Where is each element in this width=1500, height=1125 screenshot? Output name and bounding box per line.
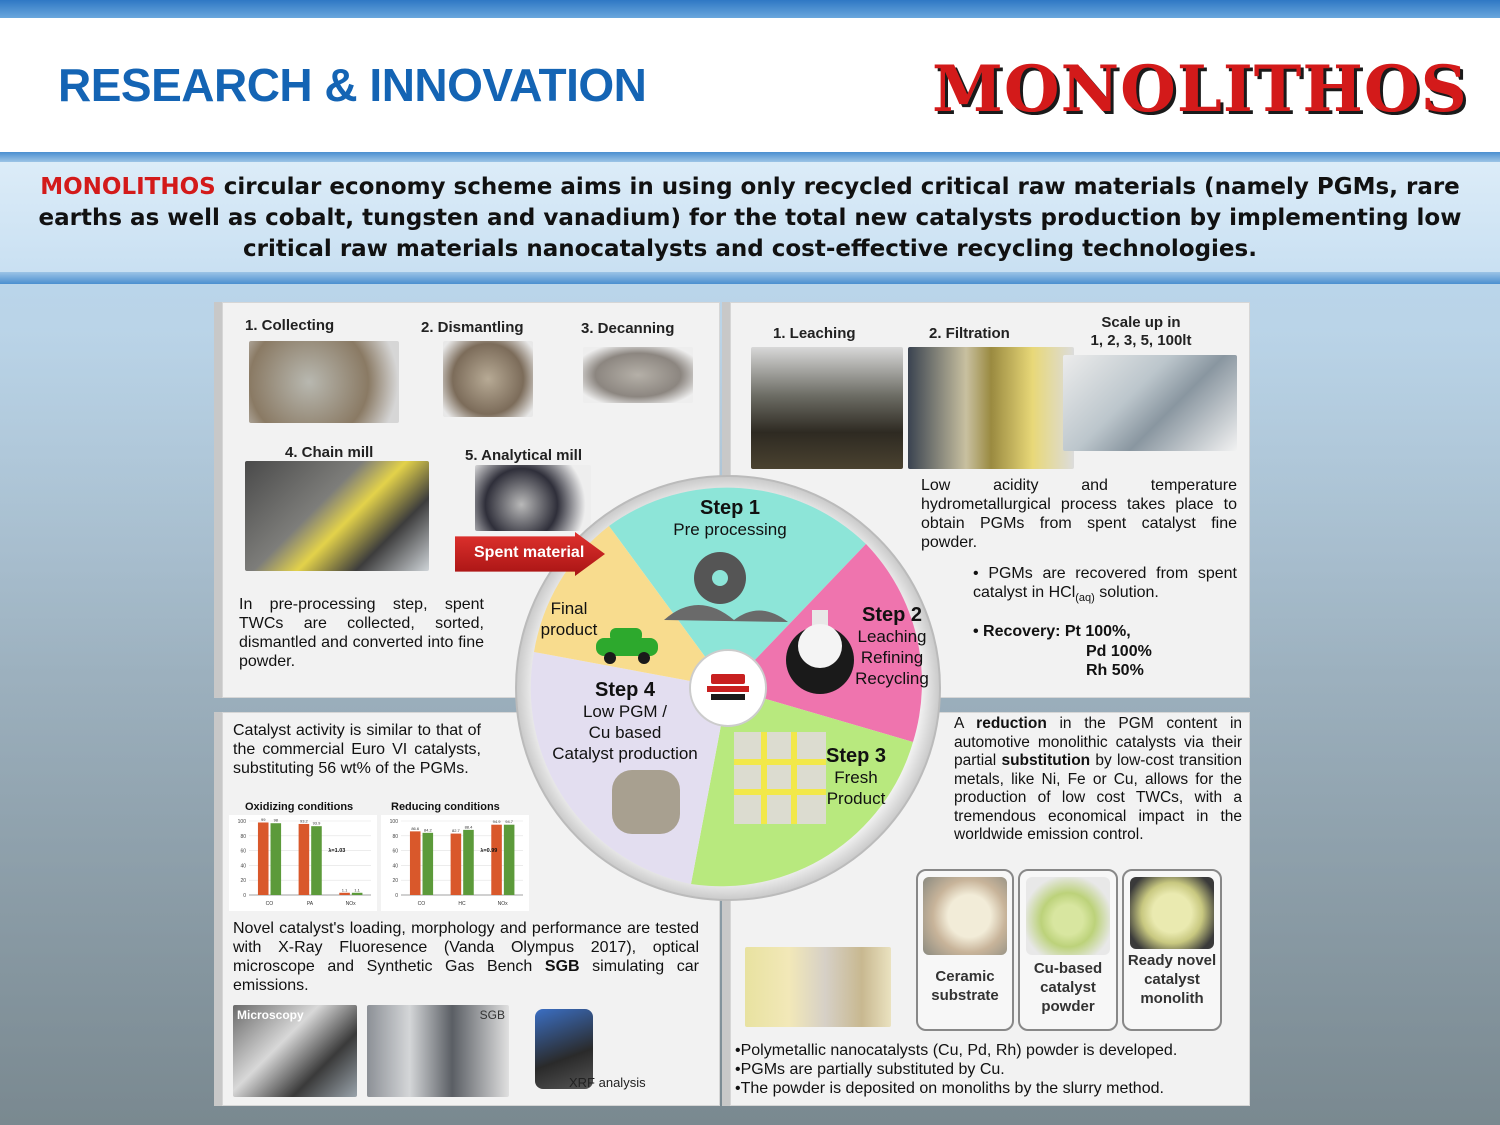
label-collecting: 1. Collecting xyxy=(245,317,335,334)
data-label: 98 xyxy=(273,817,279,823)
reduction-text xyxy=(954,715,1242,845)
bullet-sub: (aq) xyxy=(1075,592,1095,605)
reduction-b1: reduction xyxy=(976,715,1047,732)
y-tick-label: 80 xyxy=(240,833,246,840)
leaching-bullet-1: • PGMs are recovered from spent catalyst in HCl$_{(aq)}$ solution. xyxy=(973,565,1238,605)
header xyxy=(0,18,1500,152)
testing-text-2 xyxy=(233,919,699,995)
ceramic-label: Ceramic substrate xyxy=(931,968,999,1004)
y-tick-label: 40 xyxy=(240,863,246,870)
reduction-t2: in the PGM content in automotive monolithic catalysts via their partial xyxy=(954,715,1243,769)
step3-l2: Product xyxy=(826,789,886,808)
data-label: 1.1 xyxy=(341,887,348,893)
divider xyxy=(0,152,1500,162)
intro-text xyxy=(0,162,1500,272)
testing-body: Novel catalyst's loading, morphology and performance are tested with X-Ray Fluoresence (Vanda Olympus 2017), optical microscope and Synthetic Gas Bench xyxy=(233,920,699,975)
bar xyxy=(271,823,282,895)
step2-title: Step 2 xyxy=(861,604,923,626)
step3-l1: Fresh xyxy=(834,768,878,787)
step4-label xyxy=(530,680,720,764)
chain-mill-photo xyxy=(245,461,429,571)
microscopy-label: Microscopy xyxy=(237,1008,304,1022)
bottom-bullet-3: •The powder is deposited on monoliths by the slurry method. xyxy=(735,1080,1164,1097)
bottom-bullet-2: •PGMs are partially substituted by Cu. xyxy=(735,1061,1005,1078)
bullet-text-end: solution. xyxy=(1099,584,1159,601)
spent-material-label: Spent material xyxy=(474,544,585,561)
y-tick-label: 60 xyxy=(392,848,398,855)
testing-text: Catalyst activity is similar to that of the commercial Euro VI catalysts, substituting 56 wt% of the PGMs. xyxy=(233,722,481,777)
step2-label xyxy=(838,605,946,689)
reduction-t1: A xyxy=(954,715,977,732)
step3-label xyxy=(808,746,904,809)
sgb-bold: SGB xyxy=(544,958,580,975)
y-tick-label: 100 xyxy=(237,819,246,825)
decanning-photo xyxy=(583,347,693,403)
chart-title-reducing: Reducing conditions xyxy=(391,801,500,813)
leaching-text: Low acidity and temperature hydrometallurgical process takes place to obtain PGMs from spent catalyst fine powder. xyxy=(921,477,1237,551)
sgb-photo xyxy=(367,1005,509,1097)
bar xyxy=(451,834,462,895)
x-tick-label: CO xyxy=(417,901,426,907)
preprocessing-text: In pre-processing step, spent TWCs are collected, sorted, dismantled and converted into fine powder. xyxy=(239,596,484,670)
bar xyxy=(410,831,421,895)
label-filtration: 2. Filtration xyxy=(929,325,1010,342)
y-tick-label: 60 xyxy=(240,848,246,855)
step4-title: Step 4 xyxy=(594,679,656,701)
divider xyxy=(0,272,1500,284)
monolithos-logo: MONOLITHOS xyxy=(932,52,1468,127)
reduction-b2: substitution xyxy=(1001,752,1091,769)
data-label: 93.2 xyxy=(300,818,308,824)
top-bar xyxy=(0,0,1500,18)
final-l1: Final xyxy=(550,599,588,618)
cu-powder-label: Cu-based catalyst powder xyxy=(1033,960,1103,1015)
oxidizing-chart xyxy=(229,815,377,911)
data-label: 88.4 xyxy=(464,824,473,830)
powders-photo xyxy=(745,947,891,1027)
step4-l3: Catalyst production xyxy=(552,744,698,763)
data-label: 93.9 xyxy=(312,820,321,826)
data-label: 82.7 xyxy=(452,828,460,834)
label-scale-volumes: 1, 2, 3, 5, 100lt xyxy=(1090,332,1192,349)
dismantling-photo xyxy=(443,341,533,417)
intro-brand: MONOLITHOS xyxy=(40,174,216,200)
bar xyxy=(423,833,434,895)
data-label: 99 xyxy=(261,816,266,822)
page-title: RESEARCH & INNOVATION xyxy=(58,59,647,111)
data-label: 94.9 xyxy=(492,819,501,825)
recovery-line: • Recovery: Pt 100%, xyxy=(973,623,1131,640)
y-tick-label: 20 xyxy=(240,878,246,885)
y-tick-label: 0 xyxy=(243,893,246,899)
bullet-text: PGMs are recovered from spent catalyst in HCl xyxy=(973,565,1238,601)
data-label: 94.7 xyxy=(505,819,514,825)
label-chain-mill: 4. Chain mill xyxy=(285,444,374,461)
scale-up-photo xyxy=(1063,355,1237,451)
reduction-t3: by low-cost transition metals, like Ni, Fe or Cu, allows for the production of low cost TWCs, with a tremendous economical impact in the worldwide emission control. xyxy=(954,752,1242,843)
intro-body: circular economy scheme aims in using only recycled critical raw materials (namely PGMs, rare earths as well as cobalt, tungsten and vanadium) for the total new catalysts production by implementing low critical raw materials nanocatalysts and cost-effective recycling technologies. xyxy=(38,174,1462,262)
step2-l2: Refining xyxy=(860,648,924,667)
step2-l3: Recycling xyxy=(855,669,929,688)
final-l2: product xyxy=(540,620,598,639)
label-leaching: 1. Leaching xyxy=(773,325,856,342)
bar xyxy=(311,826,322,895)
cu-powder-photo xyxy=(1026,877,1110,955)
microscopy-photo xyxy=(233,1005,357,1097)
bottom-bullet-1: •Polymetallic nanocatalysts (Cu, Pd, Rh) powder is developed. xyxy=(735,1042,1178,1059)
step1-sub: Pre processing xyxy=(673,520,787,539)
recovery-rh: Rh 50% xyxy=(1086,662,1144,679)
step1-label xyxy=(650,498,810,540)
bar xyxy=(339,893,350,895)
chart-title-oxidizing: Oxidizing conditions xyxy=(245,801,354,813)
bar xyxy=(352,893,363,895)
step4-l2: Cu based xyxy=(588,723,662,742)
label-analytical-mill: 5. Analytical mill xyxy=(465,447,582,464)
y-tick-label: 80 xyxy=(392,833,398,840)
final-product-label xyxy=(528,598,610,640)
y-tick-label: 40 xyxy=(392,863,398,870)
label-dismantling: 2. Dismantling xyxy=(421,319,524,336)
testing-body-end: simulating car emissions. xyxy=(233,958,700,994)
recovery-pd: Pd 100% xyxy=(1086,643,1152,660)
data-label: 84.2 xyxy=(423,827,432,833)
mill-blade-icon xyxy=(694,552,746,604)
card-ready-monolith xyxy=(1122,869,1222,1031)
label-scale-up: Scale up in xyxy=(1101,314,1181,331)
y-tick-label: 100 xyxy=(389,819,398,825)
step1-title: Step 1 xyxy=(699,497,761,519)
honeycomb-monolith-icon xyxy=(612,770,680,834)
monolith-photo xyxy=(1130,877,1214,949)
step3-title: Step 3 xyxy=(825,745,887,767)
x-tick-label: PA xyxy=(306,901,314,907)
data-label: 86.6 xyxy=(411,825,420,831)
card-cu-powder xyxy=(1018,869,1118,1031)
filtration-photo xyxy=(908,347,1074,469)
monolith-label: Ready novel catalyst monolith xyxy=(1127,952,1217,1007)
step2-l1: Leaching xyxy=(857,627,927,646)
chart-annotation: λ=0.99 xyxy=(480,848,498,855)
bar xyxy=(299,824,310,895)
x-tick-label: CO xyxy=(265,901,274,907)
label-decanning: 3. Decanning xyxy=(581,320,675,337)
collecting-photo xyxy=(249,341,399,423)
sgb-label: SGB xyxy=(479,1008,505,1022)
recovery-text: Recovery: Pt 100%, xyxy=(983,623,1131,640)
xrf-label: XRF analysis xyxy=(569,1075,646,1090)
step4-l1: Low PGM / xyxy=(582,702,668,721)
bar xyxy=(258,822,269,895)
y-tick-label: 20 xyxy=(392,878,398,885)
y-tick-label: 0 xyxy=(395,893,398,899)
bar xyxy=(463,830,474,895)
x-tick-label: NOx xyxy=(497,901,508,907)
x-tick-label: HC xyxy=(458,901,466,907)
leaching-photo xyxy=(751,347,903,469)
chart-annotation: λ=1.03 xyxy=(328,848,346,855)
x-tick-label: NOx xyxy=(345,901,356,907)
data-label: 1.1 xyxy=(354,887,360,893)
